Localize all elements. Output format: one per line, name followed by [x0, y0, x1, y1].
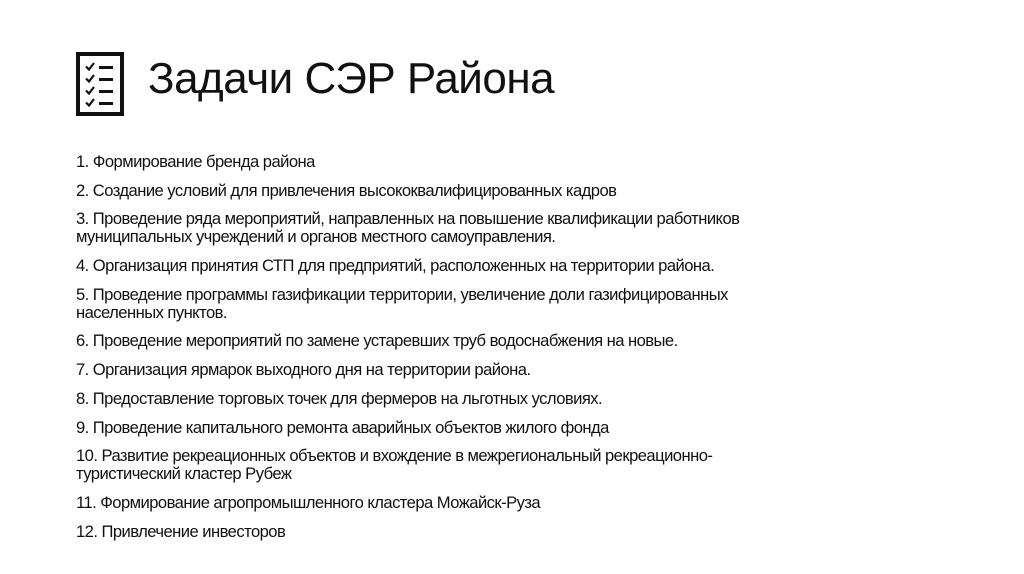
- dash-icon: [99, 66, 113, 69]
- list-item: [76, 390, 976, 408]
- checkmark-icon: [85, 98, 90, 107]
- list-item: [76, 257, 976, 275]
- list-item-line: 5. Проведение программы газификации территории, увеличение доли газифицированных: [76, 284, 728, 304]
- checklist-row: [85, 86, 115, 96]
- list-item-line: 3. Проведение ряда мероприятий, направленных на повышение квалификации работников: [76, 209, 740, 229]
- list-item-line: 11. Формирование агропромышленного кластера Можайск-Руза: [76, 492, 541, 512]
- slide-title: Задачи СЭР Района: [148, 54, 555, 103]
- list-item-line: 9. Проведение капитального ремонта аварийных объектов жилого фонда: [76, 417, 609, 437]
- dash-icon: [99, 78, 113, 81]
- list-item: [76, 523, 976, 541]
- list-item-line: 10. Развитие рекреационных объектов и вхождение в межрегиональный рекреационно-: [76, 446, 713, 466]
- checklist-row: [85, 74, 115, 84]
- list-item-line: 6. Проведение мероприятий по замене устаревших труб водоснабжения на новые.: [76, 331, 678, 351]
- list-item: [76, 361, 976, 379]
- list-item-line: 4. Организация принятия СТП для предприятий, расположенных на территории района.: [76, 256, 715, 276]
- checkmark-icon: [85, 86, 90, 95]
- dash-icon: [99, 90, 113, 93]
- list-item: [76, 182, 976, 200]
- list-item-line: 1. Формирование бренда района: [76, 152, 315, 171]
- list-item-line: 7. Организация ярмарок выходного дня на территории района.: [76, 360, 531, 380]
- task-list: [76, 153, 976, 551]
- list-item: [76, 419, 976, 437]
- list-item: [76, 210, 976, 246]
- list-item-line: населенных пунктов.: [76, 302, 227, 322]
- list-item: [76, 447, 976, 483]
- list-item-line: 12. Привлечение инвесторов: [76, 521, 286, 541]
- list-item-line: 8. Предоставление торговых точек для фермеров на льготных условиях.: [76, 388, 603, 408]
- list-item: [76, 494, 976, 512]
- list-item-line: туристический кластер Рубеж: [76, 464, 292, 484]
- list-item: [76, 332, 976, 350]
- list-item: [76, 153, 976, 171]
- checkmark-icon: [85, 62, 90, 71]
- checklist-row: [85, 62, 115, 72]
- list-item-line: муниципальных учреждений и органов местного самоуправления.: [76, 227, 556, 247]
- checklist-icon: [76, 52, 124, 116]
- list-item: [76, 286, 976, 322]
- dash-icon: [99, 102, 113, 105]
- checkmark-icon: [85, 74, 90, 83]
- checklist-row: [85, 98, 115, 108]
- list-item-line: 2. Создание условий для привлечения высококвалифицированных кадров: [76, 180, 617, 200]
